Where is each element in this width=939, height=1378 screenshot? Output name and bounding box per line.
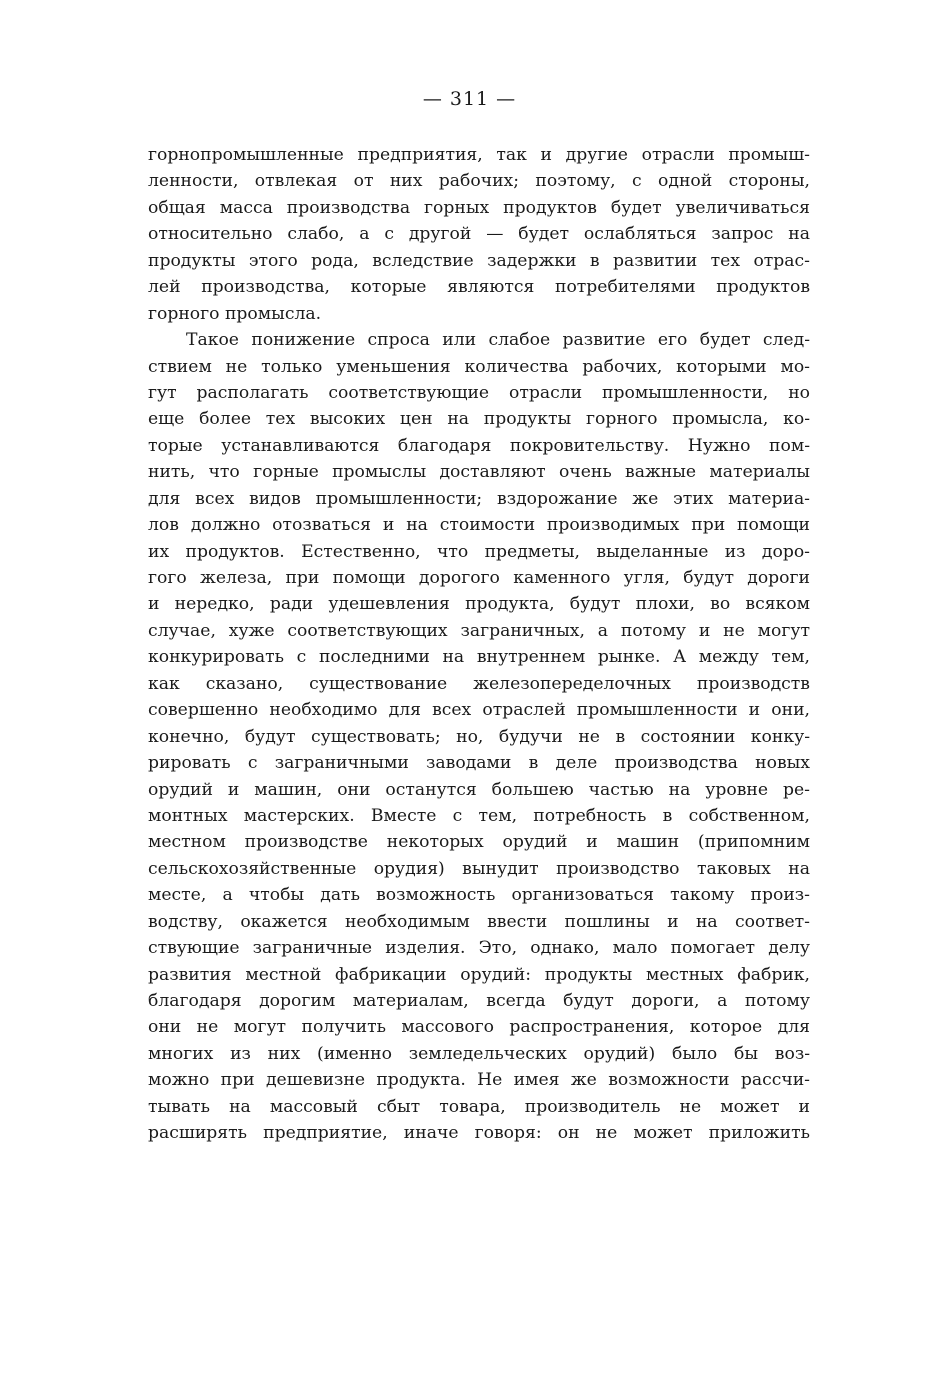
text-line: многих из них (именно земледельческих орудий) было бы воз- xyxy=(148,1043,810,1064)
paragraph xyxy=(148,327,810,1147)
text-line: ствием не только уменьшения количества рабочих, которыми мо- xyxy=(148,356,810,377)
text-line: конечно, будут существовать; но, будучи не в состоянии конку- xyxy=(148,726,810,747)
text-line: нить, что горные промыслы доставляют очень важные материалы xyxy=(148,462,810,483)
text-line: водству, окажется необходимым ввести пошлины и на соответ- xyxy=(148,911,810,932)
text-line: конкурировать с последними на внутреннем рынке. А между тем, xyxy=(148,647,810,668)
text-line: еще более тех высоких цен на продукты горного промысла, ко- xyxy=(148,409,810,430)
text-line: горнопромышленные предприятия, так и другие отрасли промыш- xyxy=(148,145,810,165)
text-line: орудий и машин, они останутся большею частью на уровне ре- xyxy=(148,779,810,800)
text-line: ствующие заграничные изделия. Это, однако, мало помогает делу xyxy=(148,938,810,959)
text-line: совершенно необходимо для всех отраслей промышленности и они, xyxy=(148,700,810,721)
text-line: благодаря дорогим материалам, всегда будут дороги, а потому xyxy=(148,991,810,1011)
text-line: можно при дешевизне продукта. Не имея же возможности рассчи- xyxy=(148,1070,810,1091)
text-line: горного промысла. xyxy=(148,303,322,324)
page-number: — 311 — xyxy=(422,88,517,110)
text-line: они не могут получить массового распространения, которое для xyxy=(148,1017,810,1038)
text-line: общая масса производства горных продуктов будет увеличиваться xyxy=(148,197,810,218)
text-line: для всех видов промышленности; вздорожание же этих материа- xyxy=(148,488,810,509)
text-line: лов должно отозваться и на стоимости производимых при помощи xyxy=(148,515,810,536)
text-line: монтных мастерских. Вместе с тем, потребность в собственном, xyxy=(148,805,810,826)
text-line: гого железа, при помощи дорогого каменного угля, будут дороги xyxy=(148,568,810,588)
body-text xyxy=(148,142,810,1147)
text-line: развития местной фабрикации орудий: продукты местных фабрик, xyxy=(148,964,810,985)
text-line: месте, а чтобы дать возможность организоваться такому произ- xyxy=(148,885,810,906)
text-line: и нередко, ради удешевления продукта, будут плохи, во всяком xyxy=(148,594,810,615)
text-line: сельскохозяйственные орудия) вынудит производство таковых на xyxy=(148,858,810,879)
text-line: относительно слабо, а с другой — будет ослабляться запрос на xyxy=(148,224,810,245)
text-line: рировать с заграничными заводами в деле производства новых xyxy=(148,753,810,774)
text-line: их продуктов. Естественно, что предметы, выделанные из доро- xyxy=(148,541,810,562)
text-line: как сказано, существование железопеределочных производств xyxy=(148,673,810,694)
text-line: ленности, отвлекая от них рабочих; поэтому, с одной стороны, xyxy=(148,171,810,192)
text-line: расширять предприятие, иначе говоря: он не может приложить xyxy=(148,1123,810,1144)
text-line: торые устанавливаются благодаря покровительству. Нужно пом- xyxy=(148,435,810,456)
text-line: гут располагать соответствующие отрасли промышленности, но xyxy=(148,382,810,403)
text-line: случае, хуже соответствующих заграничных, а потому и не могут xyxy=(148,620,810,641)
text-line: местном производстве некоторых орудий и машин (припомним xyxy=(148,832,810,853)
text-line: продукты этого рода, вследствие задержки в развитии тех отрас- xyxy=(148,250,810,271)
paragraph xyxy=(148,142,810,327)
text-line: тывать на массовый сбыт товара, производитель не может и xyxy=(148,1096,810,1117)
text-line: лей производства, которые являются потребителями продуктов xyxy=(148,277,810,298)
text-line: Такое понижение спроса или слабое развитие его будет след- xyxy=(186,330,810,351)
